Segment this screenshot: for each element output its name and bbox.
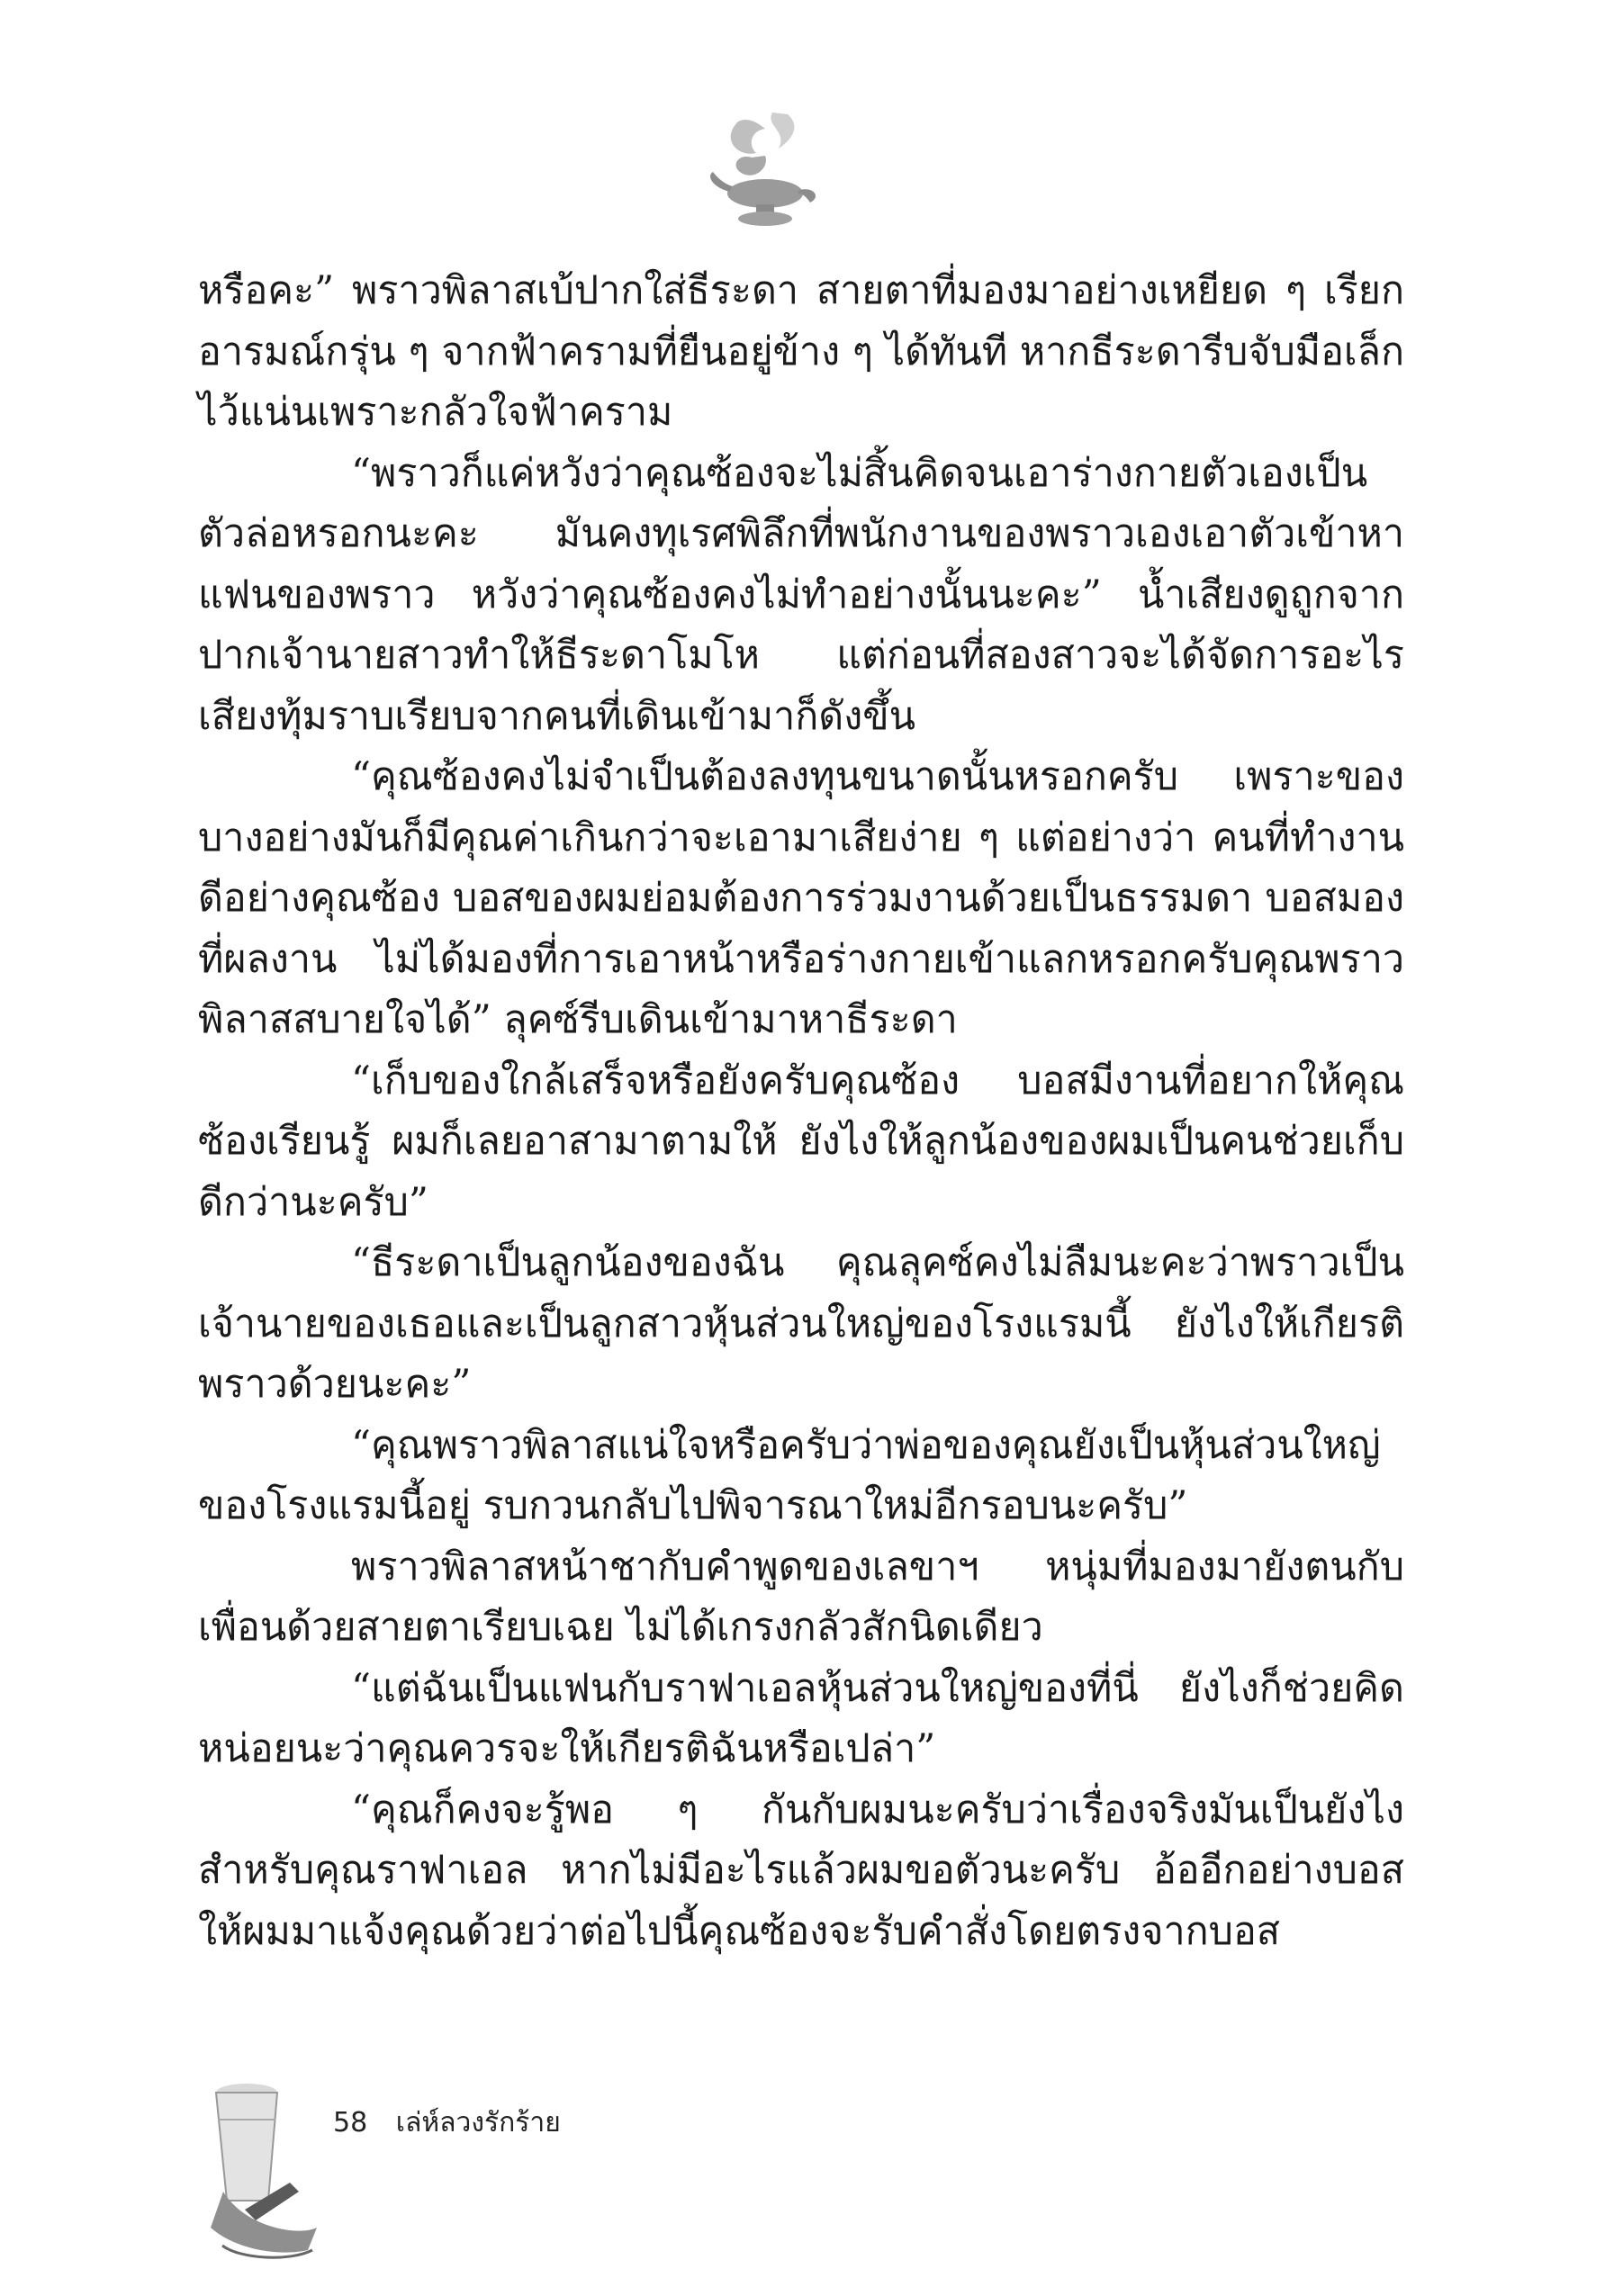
paragraph: “ธีระดาเป็นลูกน้องของฉัน คุณลุคซ์คงไม่ลืมนะคะว่าพราวเป็นเจ้านายของเธอและเป็นลูกสาวหุ้นส่วนใหญ่ของโรงแรมนี้ ยังไงให้เกียรติพราวด้วยนะคะ”	[198, 1240, 1404, 1407]
book-title: เล่ห์ลวงรักร้าย	[395, 2107, 561, 2138]
paragraph: “แต่ฉันเป็นแฟนกับราฟาเอลหุ้นส่วนใหญ่ของที่นี่ ยังไงก็ช่วยคิดหน่อยนะว่าคุณควรจะให้เกียรติฉันหรือเปล่า”	[198, 1665, 1404, 1771]
body-text	[198, 261, 1404, 1962]
genie-lamp-icon	[702, 104, 828, 239]
paragraph: หรือคะ” พราวพิลาสเบ้ปากใส่ธีระดา สายตาที่มองมาอย่างเหยียด ๆ เรียกอารมณ์กรุ่น ๆ จากฟ้าครามที่ยืนอยู่ข้าง ๆ ได้ทันที หากธีระดารีบจับมือเล็กไว้แน่นเพราะกลัวใจฟ้าคราม	[198, 268, 1404, 435]
page-footer	[333, 2102, 561, 2144]
page-number: 58	[333, 2107, 368, 2138]
paragraph: “คุณซ้องคงไม่จำเป็นต้องลงทุนขนาดนั้นหรอกครับ เพราะของบางอย่างมันก็มีคุณค่าเกินกว่าจะเอามาเสียง่าย ๆ แต่อย่างว่า คนที่ทำงานดีอย่างคุณซ้อง บอสของผมย่อมต้องการร่วมงานด้วยเป็นธรรมดา บอสมองที่ผลงาน ไม่ได้มองที่การเอาหน้าหรือร่างกายเข้าแลกหรอกครับคุณพราวพิลาสสบายใจได้” ลุคซ์รีบเดินเข้ามาหาธีระดา	[198, 754, 1404, 1042]
paragraph: “พราวก็แค่หวังว่าคุณซ้องจะไม่สิ้นคิดจนเอาร่างกายตัวเองเป็นตัวล่อหรอกนะคะ มันคงทุเรศพิลึกที่พนักงานของพราวเองเอาตัวเข้าหาแฟนของพราว หวังว่าคุณซ้องคงไม่ทำอย่างนั้นนะคะ” น้ำเสียงดูถูกจากปากเจ้านายสาวทำให้ธีระดาโมโห แต่ก่อนที่สองสาวจะได้จัดการอะไร เสียงทุ้มราบเรียบจากคนที่เดินเข้ามาก็ดังขึ้น	[198, 450, 1404, 739]
cup-and-saucer-icon	[191, 2057, 326, 2264]
paragraph: “คุณก็คงจะรู้พอ ๆ กันกับผมนะครับว่าเรื่องจริงมันเป็นยังไงสำหรับคุณราฟาเอล หากไม่มีอะไรแล้วผมขอตัวนะครับ อ้ออีกอย่างบอสให้ผมมาแจ้งคุณด้วยว่าต่อไปนี้คุณซ้องจะรับคำสั่งโดยตรงจากบอส	[198, 1787, 1404, 1954]
paragraph: “คุณพราวพิลาสแน่ใจหรือครับว่าพ่อของคุณยังเป็นหุ้นส่วนใหญ่ของโรงแรมนี้อยู่ รบกวนกลับไปพิจารณาใหม่อีกรอบนะครับ”	[198, 1422, 1381, 1528]
paragraph: พราวพิลาสหน้าชากับคำพูดของเลขาฯ หนุ่มที่มองมายังตนกับเพื่อนด้วยสายตาเรียบเฉย ไม่ได้เกรงกลัวสักนิดเดียว	[198, 1544, 1404, 1650]
paragraph: “เก็บของใกล้เสร็จหรือยังครับคุณซ้อง บอสมีงานที่อยากให้คุณซ้องเรียนรู้ ผมก็เลยอาสามาตามให้ ยังไงให้ลูกน้องของผมเป็นคนช่วยเก็บดีกว่านะครับ”	[198, 1058, 1404, 1225]
